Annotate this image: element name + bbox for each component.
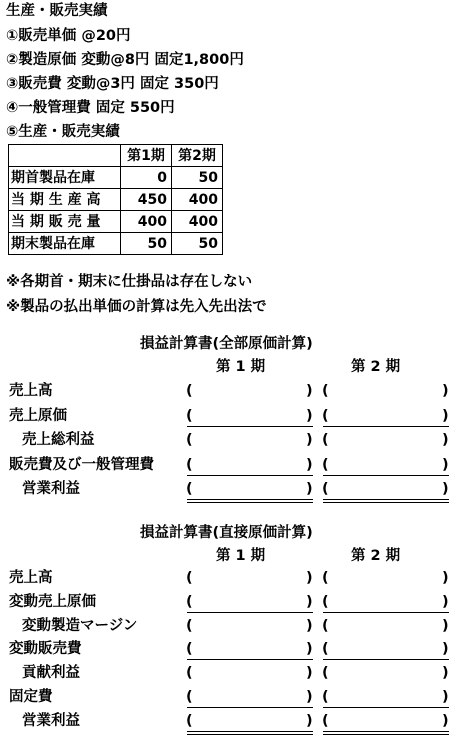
answer-field-period2[interactable]	[328, 409, 440, 425]
row-label: 期首製品在庫	[9, 167, 121, 189]
paren-open: (	[186, 570, 193, 586]
period1-header: 第 1 期	[216, 359, 266, 375]
paren-close: )	[306, 712, 313, 729]
paren-open: (	[186, 593, 193, 610]
answer-field-period1[interactable]	[192, 666, 304, 682]
underline	[323, 475, 449, 476]
row-label: 貢献利益	[22, 665, 80, 682]
note-fifo: ※製品の払出単価の計算は先入先出法で	[6, 299, 267, 315]
paren-close: )	[442, 456, 449, 473]
answer-field-period1[interactable]	[192, 409, 304, 425]
answer-field-period2[interactable]	[328, 714, 440, 730]
answer-field-period2[interactable]	[328, 384, 440, 400]
paren-close: )	[442, 593, 449, 610]
row-label: 営業利益	[22, 712, 80, 729]
row-label: 当 期 販 売 量	[9, 211, 121, 233]
paren-open: (	[186, 383, 193, 399]
underline	[323, 659, 449, 660]
cell-period1: 0	[121, 167, 172, 189]
paren-close: )	[442, 641, 449, 658]
paren-close: )	[306, 593, 313, 610]
answer-field-period2[interactable]	[328, 595, 440, 611]
table-corner-cell	[9, 145, 121, 167]
answer-field-period1[interactable]	[192, 642, 304, 658]
paren-close: )	[306, 481, 313, 497]
table-row	[9, 233, 223, 255]
table-row	[9, 211, 223, 233]
cell-period2: 50	[172, 167, 223, 189]
paren-close: )	[442, 383, 449, 399]
double-underline	[323, 499, 449, 503]
paren-open: (	[322, 617, 329, 634]
paren-close: )	[442, 665, 449, 682]
condition-selling-cost: ③販売費 変動@3円 固定 350円	[6, 76, 219, 92]
paren-open: (	[186, 689, 193, 705]
answer-field-period2[interactable]	[328, 642, 440, 658]
double-underline	[187, 731, 313, 735]
double-underline	[187, 499, 313, 503]
condition-admin-cost: ④一般管理費 固定 550円	[6, 100, 175, 116]
answer-field-period1[interactable]	[192, 433, 304, 449]
answer-field-period1[interactable]	[192, 384, 304, 400]
inventory-table	[8, 144, 223, 255]
paren-open: (	[186, 456, 193, 473]
paren-open: (	[322, 481, 329, 497]
paren-close: )	[306, 383, 313, 399]
paren-open: (	[322, 383, 329, 399]
paren-close: )	[306, 689, 313, 705]
answer-field-period2[interactable]	[328, 571, 440, 587]
column-header-period1: 第1期	[121, 145, 172, 167]
paren-open: (	[186, 617, 193, 634]
paren-close: )	[442, 481, 449, 497]
period2-header: 第 2 期	[351, 359, 401, 375]
answer-field-period1[interactable]	[192, 482, 304, 498]
answer-field-period1[interactable]	[192, 690, 304, 706]
paren-close: )	[442, 432, 449, 448]
paren-open: (	[186, 641, 193, 658]
row-label: 販売費及び一般管理費	[9, 456, 154, 473]
row-label: 売上原価	[9, 407, 67, 424]
answer-field-period2[interactable]	[328, 666, 440, 682]
table-header-row	[9, 145, 223, 167]
underline	[187, 475, 313, 476]
row-label: 期末製品在庫	[9, 233, 121, 255]
row-label: 売上高	[9, 570, 53, 586]
answer-field-period1[interactable]	[192, 458, 304, 474]
condition-manufacturing-cost: ②製造原価 変動@8円 固定1,800円	[6, 52, 244, 68]
paren-open: (	[322, 665, 329, 682]
table-row	[9, 167, 223, 189]
paren-close: )	[442, 689, 449, 705]
period1-header: 第 1 期	[216, 548, 266, 564]
paren-close: )	[442, 712, 449, 729]
underline	[187, 707, 313, 708]
underline	[187, 426, 313, 427]
paren-open: (	[322, 712, 329, 729]
answer-field-period1[interactable]	[192, 714, 304, 730]
paren-open: (	[322, 689, 329, 705]
answer-field-period1[interactable]	[192, 595, 304, 611]
paren-open: (	[186, 432, 193, 448]
answer-field-period2[interactable]	[328, 619, 440, 635]
answer-field-period2[interactable]	[328, 482, 440, 498]
row-label: 営業利益	[22, 481, 80, 497]
paren-close: )	[306, 570, 313, 586]
paren-close: )	[442, 570, 449, 586]
answer-field-period2[interactable]	[328, 458, 440, 474]
paren-open: (	[186, 712, 193, 729]
answer-field-period2[interactable]	[328, 690, 440, 706]
row-label: 変動製造マージン	[22, 617, 138, 634]
row-label: 売上高	[9, 383, 53, 399]
cell-period2: 400	[172, 211, 223, 233]
paren-close: )	[306, 456, 313, 473]
paren-open: (	[322, 432, 329, 448]
answer-field-period2[interactable]	[328, 433, 440, 449]
paren-close: )	[306, 641, 313, 658]
condition-sales-price: ①販売単価 @20円	[6, 28, 131, 44]
underline	[187, 612, 313, 613]
condition-production-sales: ⑤生産・販売実績	[6, 124, 120, 140]
row-label: 変動売上原価	[9, 593, 96, 610]
paren-close: )	[442, 407, 449, 424]
row-label: 変動販売費	[9, 641, 82, 658]
period2-header: 第 2 期	[351, 548, 401, 564]
statement-title: 損益計算書(全部原価計算)	[140, 336, 313, 352]
underline	[323, 426, 449, 427]
paren-open: (	[322, 593, 329, 610]
paren-close: )	[306, 407, 313, 424]
paren-close: )	[306, 432, 313, 448]
cell-period2: 400	[172, 189, 223, 211]
underline	[323, 612, 449, 613]
paren-open: (	[322, 641, 329, 658]
cell-period1: 400	[121, 211, 172, 233]
row-label: 売上総利益	[22, 432, 95, 448]
double-underline	[323, 731, 449, 735]
cell-period1: 450	[121, 189, 172, 211]
paren-open: (	[186, 665, 193, 682]
statement-title: 損益計算書(直接原価計算)	[140, 525, 313, 541]
paren-open: (	[322, 456, 329, 473]
paren-close: )	[306, 617, 313, 634]
paren-open: (	[186, 407, 193, 424]
cell-period2: 50	[172, 233, 223, 255]
table-row	[9, 189, 223, 211]
problem-title: 生産・販売実績	[6, 3, 108, 19]
answer-field-period1[interactable]	[192, 571, 304, 587]
note-wip: ※各期首・期末に仕掛品は存在しない	[6, 274, 253, 290]
row-label: 固定費	[9, 689, 53, 705]
cell-period1: 50	[121, 233, 172, 255]
underline	[323, 707, 449, 708]
paren-close: )	[306, 665, 313, 682]
paren-open: (	[322, 570, 329, 586]
answer-field-period1[interactable]	[192, 619, 304, 635]
underline	[187, 659, 313, 660]
paren-open: (	[186, 481, 193, 497]
column-header-period2: 第2期	[172, 145, 223, 167]
paren-open: (	[322, 407, 329, 424]
row-label: 当 期 生 産 高	[9, 189, 121, 211]
paren-close: )	[442, 617, 449, 634]
